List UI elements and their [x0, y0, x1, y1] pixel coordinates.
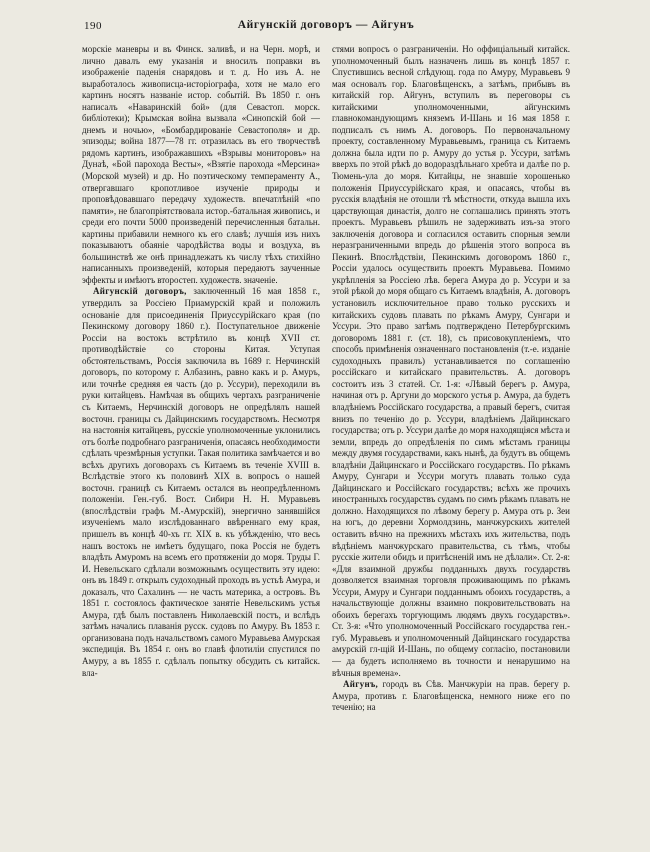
right-column	[332, 44, 570, 840]
article-title-aigun-treaty: Айгунскій договоръ,	[93, 286, 187, 297]
left-column	[82, 44, 320, 840]
page-header	[82, 18, 570, 38]
article-continuation-aivazovsky: морскіе маневры и въ Финск. заливѣ, и на Черн. морѣ, и лично давалъ ему указанія и вносилъ поправки въ изображеніе паденія снарядовъ и т. д. Но изъ А. не выработалось живописца-исторіографа, хотя не мало его картинъ носятъ названіе истор. событій. Въ 1850 г. онъ написалъ «Наваринскій бой» (для Севастоп. морск. библіотеки); Крымская война вызвала «Синопскій бой — днемъ и ночью», «Бомбардированіе Севастополя» и др. эпизоды; война 1877—78 гг. отразилась въ его творчествѣ рядомъ картинъ, изображавшихъ «Взрывы мониторовъ» на Дунаѣ, «Бой парохода Весты», «Взятіе парохода «Мерсина» (Морской музей) и др. Но поэтическому темпераменту А., отвергавшаго кропотливое изученіе природы и проповѣдовавшаго передачу художеств. впечатлѣній «по памяти», не благопріятствовала истор.-батальная живопись, и среди его почти 5000 произведеній перечисленныя батальн. картины прибавили немного къ его славѣ; лучшія изъ нихъ показываютъ обаяніе чародѣйства воды и воздуха, въ большинствѣ же онѣ принадлежатъ къ числу тѣхъ стихійно написанныхъ произведеній, которыя передаютъ заученные эффекты и имѣютъ второстеп. художеств. значеніе.	[82, 44, 320, 285]
article-body-aigun-city: городъ въ Сѣв. Манчжуріи на прав. берегу р. Амура, противъ г. Благовѣщенска, немного ниже его по теченію; на	[332, 679, 570, 713]
article-title-aigun-city: Айгунъ,	[343, 679, 379, 690]
article-aigun-treaty	[82, 286, 320, 679]
article-aigun-city	[332, 679, 570, 714]
running-head: Айгунскій договоръ — Айгунъ	[237, 19, 415, 31]
article-body-aigun-treaty-left: заключенный 16 мая 1858 г., утвердилъ за Россіею Приамурскій край и положилъ основаніе для присоединенія Приуссурійскаго края (по Пекинскому договору 1860 г.). Поступательное движеніе Россіи на востокъ встрѣтило въ концѣ XVII ст. противодѣйствіе со стороны Китая. Уступая обстоятельствамъ, Россія заключила въ 1689 г. Нерчинскій договоръ, по которому г. Албазинъ, равно какъ и р. Амуръ, или точнѣе средняя ея часть (до р. Уссури), переходили въ руки китайцевъ. Намѣчая въ общихъ чертахъ разграниченіе съ Китаемъ, Нерчинскій договоръ не опредѣлялъ нашей восточн. границы съ Дайцинскимъ государствомъ. Несмотря на настоянія китайцевъ, русскіе уполномоченные уклонились отъ болѣе подробнаго разграниченія, опасаясь необходимости сдѣлать чрезмѣрныя уступки. Такая политика замѣчается и во всѣхъ другихъ договорахъ съ Китаемъ въ теченіе XVIII в. Вслѣдствіе этого къ половинѣ XIX в. вопросъ о нашей восточн. границѣ съ Китаемъ остался въ неопредѣленномъ положеніи. Ген.-губ. Вост. Сибири Н. Н. Муравьевъ (впослѣдствіи графъ М.-Амурскій), энергично занявшійся изученіемъ мало изслѣдованнаго ввѣреннаго ему края, пришелъ въ концѣ 40-хъ гг. XIX в. къ убѣжденію, что весь нашъ востокъ не имѣетъ будущаго, пока Россія не будетъ владѣть Амуромъ на всемъ его протяженіи до моря. Труды Г. И. Невельскаго сдѣлали возможнымъ осуществить эту идею: онъ въ 1849 г. открылъ судоходный проходъ въ устьѣ Амура, и доказалъ, что Сахалинъ — не часть материка, а островъ. Въ 1851 г. состоялось фактическое занятіе Невельскимъ устья Амура, гдѣ былъ поставленъ Николаевскій постъ, и вслѣдъ затѣмъ начались плаванія русск. судовъ по Амуру. Въ 1853 г. организована подъ начальствомъ самого Муравьева Амурская экспедиція. Въ 1854 г. онъ во главѣ флотиліи спустился по Амуру, а въ 1855 г. сдѣлалъ попытку обсудить съ китайск. вла-	[82, 286, 320, 678]
text-columns	[82, 44, 570, 840]
page-number: 190	[84, 20, 102, 32]
article-continuation-aigun-treaty: стями вопросъ о разграниченіи. Но оффиціальный китайск. уполномоченный былъ назначенъ лишь въ концѣ 1857 г. Спустившись весной слѣдующ. года по Амуру, Муравьевъ 9 мая основалъ гор. Благовѣщенскъ, а затѣмъ, прибывъ въ китайскій гор. Айгунъ, вступилъ въ переговоры съ китайскими уполномоченными, айгунскимъ главнокомандующимъ княземъ И-Шань и 16 мая 1858 г. подписалъ съ нимъ А. договоръ. По первоначальному проекту, составленному Муравьевымъ, граница съ Китаемъ должна была идти по р. Амуру до устья р. Уссури, затѣмъ вверхъ по этой рѣкѣ до водораздѣльнаго хребта и далѣе по р. Тюмень-ула до моря. Китайцы, не знавшіе хорошенько положенія Приуссурійскаго края, и опасаясь, чтобы въ русскія владѣнія не отошли тѣ мѣстности, откуда вышла ихъ царствующая династія, долго не соглашались принять этотъ проектъ. Муравьевъ рѣшилъ не задерживать изъ-за этого заключенія договора и согласился оставить спорныя земли неразграниченными впредь до рѣшенія этого вопроса въ Пекинѣ. Впослѣдствіи, Пекинскимъ договоромъ 1860 г., Россіи удалось осуществить проектъ Муравьева. Помимо укрѣпленія за Россіею лѣв. берега Амура до р. Уссури и за этой рѣкой до моря общаго съ Китаемъ владѣнія, А. договоръ установилъ исключительное право только русскихъ и китайскихъ судовъ плавать по рѣкамъ Амуру, Сунгари и Уссури. Это право затѣмъ подтверждено Петербургскимъ договоромъ 1881 г. (ст. 18), съ присовокупленіемъ, что способъ примѣненія означеннаго постановленія (т.-е. изданіе судоходныхъ правилъ) устанавливается по соглашенію россійскаго и китайскаго правительствъ. А. договоръ состоитъ изъ 3 статей. Ст. 1-я: «Лѣвый берегъ р. Амура, начиная отъ р. Аргуни до морского устья р. Амура, да будетъ владѣніемъ Россійскаго государства, а правый берегъ, считая внизъ по теченію до р. Уссури, владѣніемъ Дайцинскаго государства; отъ р. Уссури далѣе до моря находящіяся мѣста и земли, впредь до опредѣленія по симъ мѣстамъ границы между двумя государствами, какъ нынѣ, да будутъ въ общемъ владѣніи Дайцинскаго и Россійскаго государствъ. По рѣкамъ Амуру, Сунгари и Уссури могутъ плавать только суда Дайцинскаго и Россійскаго государствъ; всѣхъ же прочихъ иностранныхъ государствъ судамъ по симъ рѣкамъ плавать не должно. Находящихся по лѣвому берегу р. Амура отъ р. Зеи на югъ, до деревни Хормолдзинь, манчжурскихъ жителей оставить вѣчно на прежнихъ мѣстахъ ихъ жительства, подъ вѣдѣніемъ манчжурскаго правительства, съ тѣмъ, чтобы русскіе жители обидъ и притѣсненій имъ не дѣлали». Ст. 2-я: «Для взаимной дружбы подданныхъ двухъ государствъ дозволяется взаимная торговля проживающимъ по рѣкамъ Уссури, Амуру и Сунгари подданнымъ обоихъ государствъ, а начальствующіе должны взаимно покровительствовать на обоихъ берегахъ торгующимъ людямъ двухъ государствъ». Ст. 3-я: «Что уполномоченный Россійскаго государства ген.-губ. Муравьевъ и уполномоченный Дайцинскаго государства амурскій гл-щій И-Шань, по общему согласію, постановили — да будетъ исполняемо въ точности и ненарушимо на вѣчныя времена».	[332, 44, 570, 678]
